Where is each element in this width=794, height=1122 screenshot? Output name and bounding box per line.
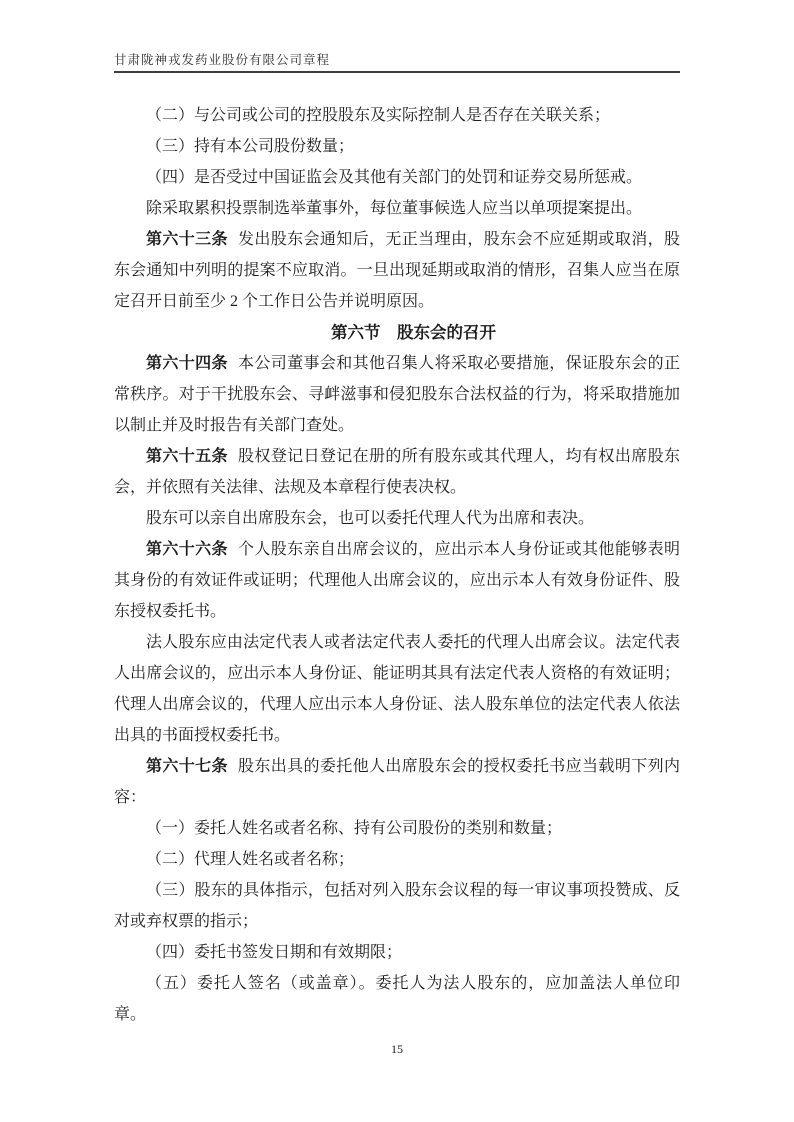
article-text: 本公司董事会和其他召集人将采取必要措施，保证股东会的正常秩序。对于干扰股东会、寻衅滋事和侵犯股东合法权益的行为，将采取措施加以制止并及时报告有关部门查处。 — [114, 355, 680, 434]
list-item: （五）委托人签名（或盖章）。委托人为法人股东的，应加盖法人单位印章。 — [114, 975, 680, 1023]
article-number: 第六十五条 — [146, 448, 228, 465]
article-number: 第六十三条 — [146, 231, 228, 248]
section-heading: 第六节 股东会的召开 — [331, 323, 496, 342]
list-item: （三）持有本公司股份数量； — [146, 138, 355, 155]
article-number: 第六十四条 — [146, 355, 228, 372]
page-header — [114, 0, 680, 73]
list-item: （二）代理人姓名或者名称； — [146, 851, 355, 868]
article-number: 第六十六条 — [146, 541, 228, 558]
article-paragraph — [114, 348, 680, 441]
paragraph: 除采取累积投票制选举董事外，每位董事候选人应当以单项提案提出。 — [146, 200, 643, 217]
article-text: 发出股东会通知后，无正当理由，股东会不应延期或取消，股东会通知中列明的提案不应取消。一旦出现延期或取消的情形，召集人应当在原定召开日前至少 2 个工作日公告并说明原因。 — [114, 231, 680, 310]
article-text: 个人股东亲自出席会议的，应出示本人身份证或其他能够表明其身份的有效证件或证明；代理他人出席会议的，应出示本人有效身份证件、股东授权委托书。 — [114, 541, 680, 620]
article-text: 股权登记日登记在册的所有股东或其代理人，均有权出席股东会，并依照有关法律、法规及本章程行使表决权。 — [114, 448, 680, 496]
document-body — [114, 100, 680, 1030]
list-item: （一）委托人姓名或者名称、持有公司股份的类别和数量； — [146, 820, 563, 837]
list-item: （四）是否受过中国证监会及其他有关部门的处罚和证券交易所惩戒。 — [146, 169, 643, 186]
list-item: （三）股东的具体指示，包括对列入股东会议程的每一审议事项投赞成、反对或弃权票的指示； — [114, 882, 680, 930]
paragraph: 股东可以亲自出席股东会，也可以委托代理人代为出席和表决。 — [146, 510, 595, 527]
paragraph: 法人股东应由法定代表人或者法定代表人委托的代理人出席会议。法定代表人出席会议的，应出示本人身份证、能证明其具有法定代表人资格的有效证明；代理人出席会议的，代理人应出示本人身份证、法人股东单位的法定代表人依法出具的书面授权委托书。 — [114, 634, 680, 744]
article-paragraph — [114, 441, 680, 503]
article-number: 第六十七条 — [146, 758, 228, 775]
article-paragraph — [114, 534, 680, 627]
document-title: 甘肃陇神戎发药业股份有限公司章程 — [114, 53, 331, 67]
page-number: 15 — [391, 1042, 403, 1056]
list-item: （二）与公司或公司的控股股东及实际控制人是否存在关联关系； — [146, 107, 611, 124]
article-paragraph — [114, 751, 680, 813]
list-item: （四）委托书签发日期和有效期限； — [146, 944, 403, 961]
article-paragraph — [114, 224, 680, 317]
article-text: 股东出具的委托他人出席股东会的授权委托书应当载明下列内容： — [114, 758, 680, 806]
